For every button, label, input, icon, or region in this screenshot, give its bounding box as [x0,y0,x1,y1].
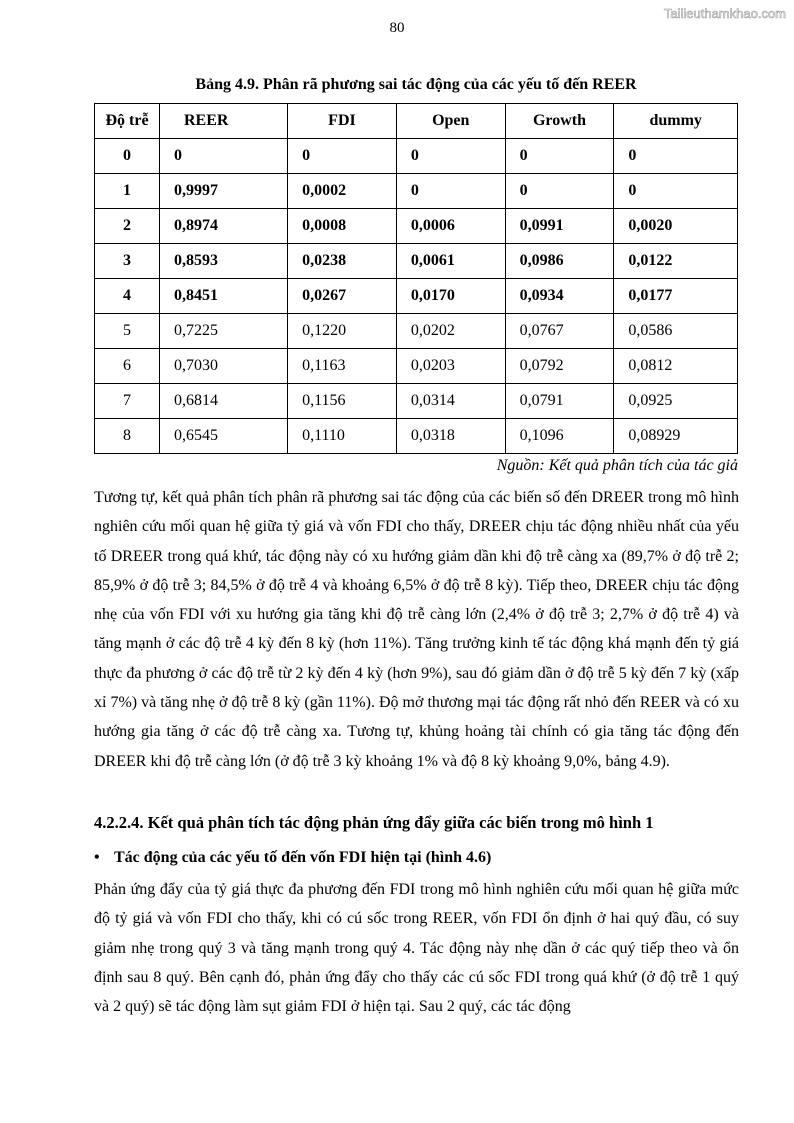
table-cell: 6 [95,349,160,384]
table-cell: 0,7030 [160,349,288,384]
table-row [95,139,738,174]
table-row [95,314,738,349]
header-growth: Growth [505,104,614,139]
table-cell: 0,0061 [396,244,505,279]
table-cell: 8 [95,419,160,454]
header-reer: REER [160,104,288,139]
watermark: Tailieuthamkhao.com [663,6,786,21]
table-cell: 4 [95,279,160,314]
bullet-text: Tác động của các yếu tố đến vốn FDI hiện tại (hình 4.6) [114,849,492,866]
table-cell: 0 [396,139,505,174]
table-cell: 3 [95,244,160,279]
table-cell: 0,0008 [288,209,397,244]
table-row [95,209,738,244]
table-cell: 0,7225 [160,314,288,349]
table-cell: 0,0020 [614,209,738,244]
header-fdi: FDI [288,104,397,139]
table-cell: 0,0791 [505,384,614,419]
table-cell: 0,0767 [505,314,614,349]
table-cell: 0,0267 [288,279,397,314]
table-cell: 2 [95,209,160,244]
table-source: Nguồn: Kết quả phân tích của tác giả [496,457,738,474]
table-cell: 0,1220 [288,314,397,349]
table-cell: 0,0177 [614,279,738,314]
table-cell: 0,0170 [396,279,505,314]
table-cell: 7 [95,384,160,419]
table-cell: 0,8451 [160,279,288,314]
table-row [95,419,738,454]
table-cell: 0,0318 [396,419,505,454]
table-cell: 0,08929 [614,419,738,454]
header-dummy: dummy [614,104,738,139]
table-cell: 0,0122 [614,244,738,279]
table-row [95,279,738,314]
table-cell: 0,0792 [505,349,614,384]
table-cell: 0 [505,174,614,209]
table-cell: 0,6545 [160,419,288,454]
table-cell: 0,0586 [614,314,738,349]
table-title: Bảng 4.9. Phân rã phương sai tác động của các yếu tố đến REER [195,76,637,93]
table-row [95,384,738,419]
table-cell: 0 [160,139,288,174]
table-cell: 0 [614,139,738,174]
table-row [95,174,738,209]
table-cell: 0 [614,174,738,209]
table-cell: 0,0934 [505,279,614,314]
table-cell: 0,0991 [505,209,614,244]
table-cell: 0,0002 [288,174,397,209]
table-cell: 1 [95,174,160,209]
table-cell: 0,0986 [505,244,614,279]
bullet-item [94,849,739,867]
table-cell: 0,6814 [160,384,288,419]
bullet-icon: • [94,849,100,866]
table-cell: 0,0314 [396,384,505,419]
table-row [95,349,738,384]
header-lag: Độ trễ [95,104,160,139]
table-cell: 0,0203 [396,349,505,384]
table-cell: 0,0925 [614,384,738,419]
page-number: 80 [389,20,405,36]
table-cell: 0,1156 [288,384,397,419]
table-cell: 0,0238 [288,244,397,279]
table-cell: 0,9997 [160,174,288,209]
table-cell: 0,0202 [396,314,505,349]
table-cell: 0,1096 [505,419,614,454]
paragraph-2: Phản ứng đẩy của tỷ giá thực đa phương đến FDI trong mô hình nghiên cứu mối quan hệ giữa mức độ tỷ giá và vốn FDI cho thấy, khi có cú sốc trong REER, vốn FDI ổn định ở hai quý đầu, có suy giảm nhẹ trong quý 3 và tăng mạnh trong quý 4. Tác động này nhẹ dần ở các quý tiếp theo và ổn định sau 8 quý. Bên cạnh đó, phản ứng đẩy cho thấy các cú sốc FDI trong quá khứ (ở độ trễ 1 quý và 2 quý) sẽ tác động làm sụt giảm FDI ở hiện tại. Sau 2 quý, các tác động [94,881,739,1016]
paragraph-1: Tương tự, kết quả phân tích phân rã phương sai tác động của các biến số đến DREER trong mô hình nghiên cứu mối quan hệ giữa tỷ giá và vốn FDI cho thấy, DREER chịu tác động nhiều nhất của yếu tố DREER trong quá khứ, tác động này có xu hướng giảm dần khi độ trễ càng xa (89,7% ở độ trễ 2; 85,9% ở độ trễ 3; 84,5% ở độ trễ 4 và khoảng 6,5% ở độ trễ 8 kỳ). Tiếp theo, DREER chịu tác động nhẹ của vốn FDI với xu hướng gia tăng khi độ trễ càng lớn (2,4% ở độ trễ 3; 2,7% ở độ trễ 4) và tăng mạnh ở các độ trễ 4 kỳ đến 8 kỳ (hơn 11%). Tăng trưởng kinh tế tác động khá mạnh đến tỷ giá thực đa phương ở các độ trễ từ 2 kỳ đến 4 kỳ (hơn 9%), sau đó giảm dần ở độ trễ 5 kỳ đến 7 kỳ (xấp xỉ 7%) và tăng nhẹ ở độ trễ 8 kỳ (gần 11%). Độ mở thương mại tác động rất nhỏ đến REER và có xu hướng gia tăng ở các độ trễ càng xa. Tương tự, khủng hoảng tài chính có gia tăng tác động đến DREER khi độ trễ càng lớn (ở độ trễ 3 kỳ khoảng 1% và độ 8 kỳ khoảng 9,0%, bảng 4.9). [94,489,739,770]
section-heading: 4.2.2.4. Kết quả phân tích tác động phản ứng đẩy giữa các biến trong mô hình 1 [94,813,654,832]
table-cell: 0,1110 [288,419,397,454]
table-cell: 0,0006 [396,209,505,244]
table-header-row [95,104,738,139]
table-cell: 0 [95,139,160,174]
table-cell: 0 [396,174,505,209]
table-cell: 0 [288,139,397,174]
table-cell: 0,0812 [614,349,738,384]
table-cell: 0,1163 [288,349,397,384]
header-open: Open [396,104,505,139]
table-cell: 5 [95,314,160,349]
table-row [95,244,738,279]
table-cell: 0,8974 [160,209,288,244]
table-cell: 0,8593 [160,244,288,279]
variance-decomposition-table [94,103,738,454]
table-cell: 0 [505,139,614,174]
